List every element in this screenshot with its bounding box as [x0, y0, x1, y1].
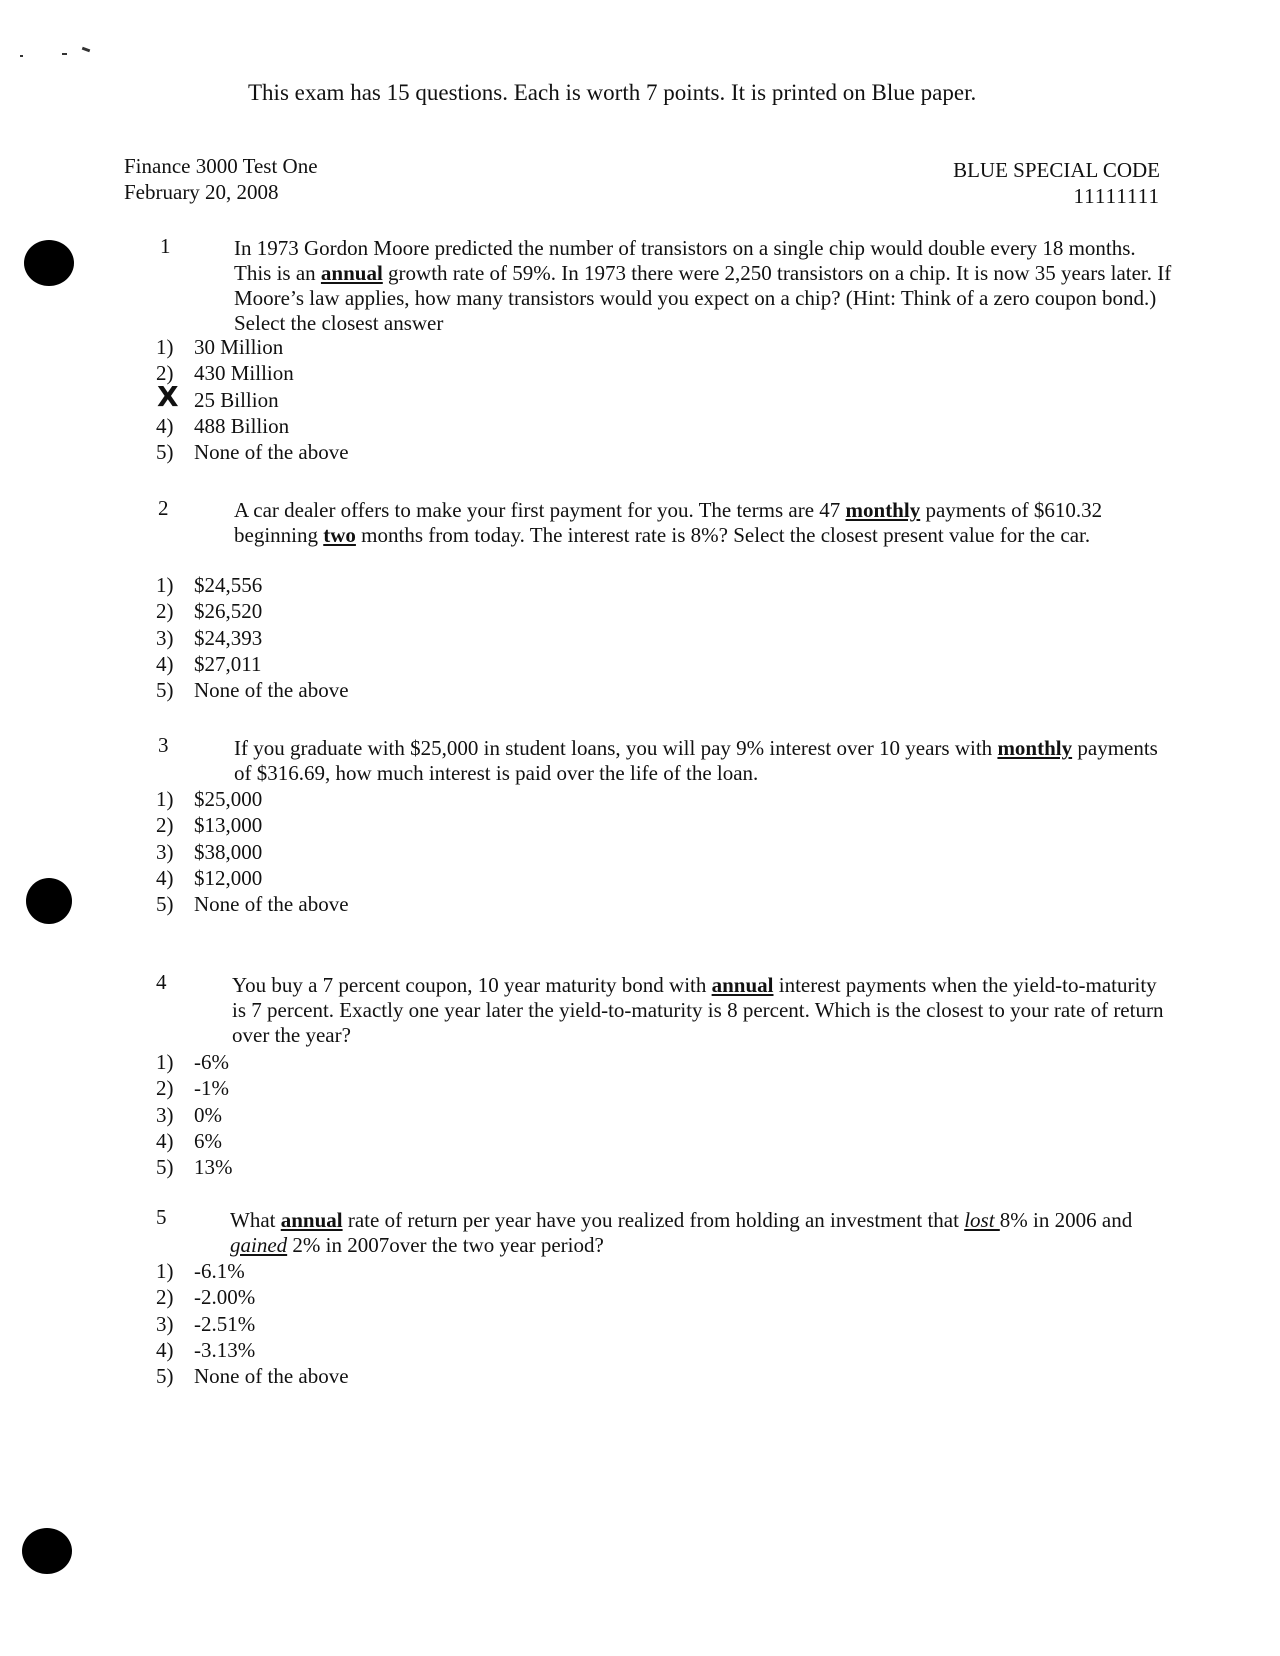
punch-hole [22, 1528, 72, 1574]
choice-list [156, 334, 349, 465]
choice-label: 2) [156, 813, 174, 838]
choice-label: 1) [156, 787, 174, 811]
question-text [230, 1208, 1170, 1258]
question-text-part: payments of $610.32 beginning [234, 498, 1103, 547]
choice [156, 786, 349, 812]
scan-speck [20, 55, 23, 57]
choice-label: 5) [156, 1364, 174, 1389]
choice-label: 4) [156, 413, 174, 438]
question-number: 4 [156, 970, 167, 994]
choice-text: $38,000 [194, 839, 263, 864]
choice [156, 1284, 349, 1310]
choice [156, 572, 349, 598]
question-number: 3 [158, 733, 169, 757]
choice-text: -6.1% [194, 1259, 245, 1283]
choice-label: 1) [156, 335, 174, 359]
choice-text: -2.51% [194, 1311, 256, 1336]
scan-speck [62, 53, 67, 55]
question-text-part: 8% in 2006 and [999, 1208, 1133, 1232]
choice-text: 13% [194, 1155, 233, 1180]
question-text-part: growth rate of 59%. In 1973 there were 2,250 transistors on a chip. It is now 35 years later. If Moore’s law applies, how many transistors would you expect on a chip? (Hint: Think of a zero coupon bond.) Select the closest answer [234, 261, 1172, 335]
special-code-title: BLUE SPECIAL CODE [953, 158, 1160, 182]
choice-label: 2) [156, 1285, 174, 1310]
emphasis-annual: annual [320, 261, 383, 285]
choice-label: 3) [156, 1102, 174, 1127]
choice [156, 1363, 349, 1389]
choice-label: 2) [156, 599, 174, 624]
choice-label: 4) [156, 651, 174, 676]
special-code-value: 11111111 [1073, 184, 1160, 208]
question-text-part: 2% in 2007over the two year period? [287, 1233, 604, 1257]
question-text-part: What [230, 1208, 281, 1232]
choice-text: None of the above [194, 1364, 349, 1389]
question-text-part: A car dealer offers to make your first payment for you. The terms are 47 [234, 498, 846, 522]
choice-list [156, 786, 349, 917]
choice [156, 891, 349, 917]
choice [156, 1075, 233, 1101]
punch-hole [26, 878, 72, 924]
emphasis-monthly: monthly [845, 498, 921, 522]
choice-list [156, 572, 349, 703]
choice-text: None of the above [194, 440, 349, 465]
choice [156, 1337, 349, 1363]
emphasis-annual: annual [711, 973, 774, 997]
scan-speck [82, 47, 91, 53]
question-text-part: You buy a 7 percent coupon, 10 year maturity bond with [232, 973, 712, 997]
choice [156, 334, 349, 360]
question-text [234, 736, 1174, 786]
choice [156, 865, 349, 891]
choice [156, 360, 349, 386]
choice [156, 439, 349, 465]
choice-label: 2) [156, 361, 174, 386]
question-number: 1 [160, 234, 171, 258]
choice-text: -1% [194, 1076, 229, 1101]
choice-label: 4) [156, 1337, 174, 1362]
question-number: 2 [158, 496, 169, 520]
choice [156, 839, 349, 865]
emphasis-annual: annual [280, 1208, 343, 1232]
question-text [234, 236, 1174, 336]
choice-label: 4) [156, 865, 174, 890]
course-title: Finance 3000 Test One [124, 154, 318, 178]
choice-text: 430 Million [194, 361, 294, 386]
choice-text: $13,000 [194, 813, 263, 838]
choice-text: 0% [194, 1102, 222, 1127]
choice [156, 812, 349, 838]
answer-x-mark: X [157, 379, 179, 413]
choice-label: 5) [156, 1155, 174, 1180]
choice [156, 651, 349, 677]
choice-label: 1) [156, 1259, 174, 1283]
question-text-part: rate of return per year have you realized from holding an investment that [342, 1208, 965, 1232]
question-text [234, 498, 1174, 548]
choice-label: 1) [156, 573, 174, 597]
choice-text: $24,393 [194, 625, 263, 650]
choice-text: 6% [194, 1128, 222, 1153]
choice [156, 1258, 349, 1284]
choice [156, 1102, 233, 1128]
choice-text: None of the above [194, 678, 349, 703]
emphasis-two: two [323, 523, 356, 547]
question-text-part: payments of $316.69, how much interest is paid over the life of the loan. [234, 736, 1158, 785]
choice-label: 3) [156, 1311, 174, 1336]
punch-hole [24, 240, 74, 286]
exam-banner: This exam has 15 questions. Each is worth 7 points. It is printed on Blue paper. [248, 80, 977, 105]
choice-text: 25 Billion [194, 387, 279, 412]
choice-text: $12,000 [194, 865, 263, 890]
choice [156, 625, 349, 651]
choice-list [156, 1258, 349, 1389]
choice-label: 3) [156, 625, 174, 650]
choice-text: -3.13% [194, 1337, 256, 1362]
choice [156, 1049, 233, 1075]
exam-date: February 20, 2008 [124, 180, 279, 204]
choice-marked [156, 379, 349, 413]
question-text-part: In 1973 Gordon Moore predicted the number of transistors on a single chip would double every 18 months. This is an [234, 236, 1136, 285]
choice-text: None of the above [194, 892, 349, 917]
choice-text: $26,520 [194, 599, 263, 624]
choice-label: 4) [156, 1128, 174, 1153]
choice-text: -2.00% [194, 1285, 256, 1310]
choice [156, 598, 349, 624]
choice-label: 5) [156, 892, 174, 917]
choice-text: $24,556 [194, 573, 263, 597]
choice-label: 2) [156, 1076, 174, 1101]
choice-text: $27,011 [194, 651, 262, 676]
question-text [232, 973, 1172, 1048]
question-text-part: interest payments when the yield-to-maturity is 7 percent. Exactly one year later the yield-to-maturity is 8 percent. Which is the closest to your rate of return over the year? [232, 973, 1164, 1047]
choice-text: -6% [194, 1050, 229, 1074]
choice-text: $25,000 [194, 787, 263, 811]
choice [156, 677, 349, 703]
choice-label: 1) [156, 1050, 174, 1074]
choice-label: 3) [156, 839, 174, 864]
choice-label: 5) [156, 678, 174, 703]
choice [156, 1154, 233, 1180]
choice-list [156, 1049, 233, 1180]
question-number: 5 [156, 1205, 167, 1229]
choice-text: 488 Billion [194, 413, 290, 438]
choice [156, 413, 349, 439]
choice [156, 1128, 233, 1154]
emphasis-lost: lost [964, 1208, 1000, 1232]
choice [156, 1311, 349, 1337]
question-text-part: months from today. The interest rate is 8%? Select the closest present value for the car. [355, 523, 1091, 547]
choice-label: 5) [156, 440, 174, 465]
emphasis-monthly: monthly [997, 736, 1073, 760]
choice-text: 30 Million [194, 335, 284, 359]
emphasis-gained: gained [230, 1233, 288, 1257]
question-text-part: If you graduate with $25,000 in student loans, you will pay 9% interest over 10 years with [234, 736, 998, 760]
